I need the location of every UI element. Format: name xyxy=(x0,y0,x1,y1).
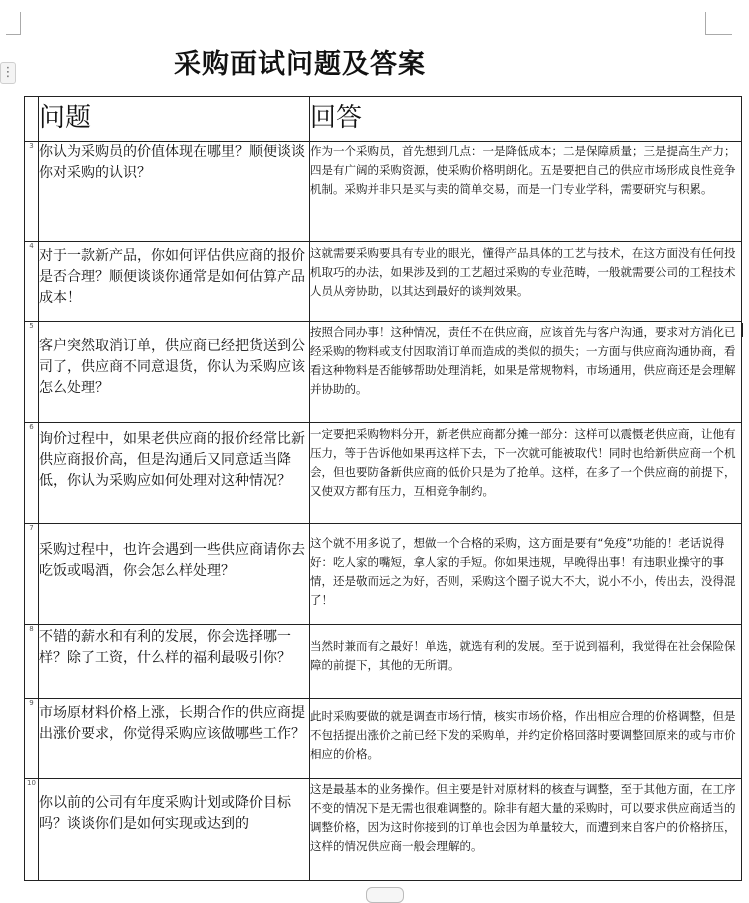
vertical-ellipsis-icon[interactable]: ⋮ xyxy=(0,62,16,84)
row-number: 5 xyxy=(25,322,39,423)
qa-table xyxy=(24,96,742,881)
table-row xyxy=(25,779,742,881)
page-break-tab[interactable] xyxy=(366,887,404,903)
row-number: 4 xyxy=(25,242,39,322)
row-number: 3 xyxy=(25,142,39,242)
question-cell: 询价过程中，如果老供应商的报价经常比新供应商报价高，但是沟通后又同意适当降低，你认为采购应如何处理对这种情况？ xyxy=(39,423,310,524)
answer-cell: 作为一个采购员，首先想到几点：一是降低成本；二是保障质量；三是提高生产力；四是有广阔的采购资源，使采购价格明朗化。五是要把自己的供应市场形成良性竞争机制。采购并非只是买与卖的简单交易，而是一门专业学科，需要研究与积累。 xyxy=(310,142,742,242)
row-number: 10 xyxy=(25,779,39,881)
crop-mark-top-right xyxy=(705,12,732,35)
table-row xyxy=(25,142,742,242)
table-row xyxy=(25,242,742,322)
table-row xyxy=(25,423,742,524)
answer-cell: 这就需要采购要具有专业的眼光，懂得产品具体的工艺与技术，在这方面没有任何投机取巧的办法，如果涉及到的工艺超过采购的专业范畴，一般就需要公司的工程技术人员从旁协助，以其达到最好的谈判效果。 xyxy=(310,242,742,322)
answer-cell: 按照合同办事！这种情况，责任不在供应商，应该首先与客户沟通，要求对方消化已经采购的物料或支付因取消订单而造成的类似的损失；一方面与供应商沟通协商，看看这种物料是否能够帮助处理消耗，如果是常规物料，市场通用，供应商还是会理解并协助的。 xyxy=(310,322,742,423)
header-question: 问题 xyxy=(39,97,310,142)
crop-mark-top-left xyxy=(6,12,21,35)
header-answer: 回答 xyxy=(310,97,742,142)
text-cursor-marker xyxy=(741,323,743,337)
question-cell: 对于一款新产品，你如何评估供应商的报价是否合理？顺便谈谈你通常是如何估算产品成本！ xyxy=(39,242,310,322)
question-cell: 采购过程中，也许会遇到一些供应商请你去吃饭或喝酒，你会怎么样处理？ xyxy=(39,524,310,625)
table-row xyxy=(25,322,742,423)
table-row xyxy=(25,524,742,625)
question-cell: 你以前的公司有年度采购计划或降价目标吗？谈谈你们是如何实现或达到的 xyxy=(39,779,310,881)
row-number: 9 xyxy=(25,699,39,779)
table-header-row xyxy=(25,97,742,142)
page-title: 采购面试问题及答案 xyxy=(174,49,426,80)
question-cell: 不错的薪水和有利的发展，你会选择哪一样？除了工资，什么样的福利最吸引你？ xyxy=(39,625,310,699)
answer-cell: 一定要把采购物料分开，新老供应商都分摊一部分：这样可以震慑老供应商，让他有压力，等于告诉他如果再这样下去，下一次就可能被取代！同时也给新供应商一个机会，但也要防备新供应商的低价只是为了抢单。这样，在多了一个供应商的前提下，又使双方都有压力，互相竞争制约。 xyxy=(310,423,742,524)
answer-cell: 这个就不用多说了，想做一个合格的采购，这方面是要有“免疫”功能的！老话说得好：吃人家的嘴短，拿人家的手短。你如果违规，早晚得出事！有违职业操守的事情，还是敬而远之为好，否则，采购这个圈子说大不大，说小不小，传出去，没得混了！ xyxy=(310,524,742,625)
answer-cell: 当然时兼而有之最好！单选，就选有利的发展。至于说到福利，我觉得在社会保险保障的前提下，其他的无所谓。 xyxy=(310,625,742,699)
table-row xyxy=(25,625,742,699)
answer-cell: 这是最基本的业务操作。但主要是针对原材料的核查与调整，至于其他方面，在工序不变的情况下是无需也很难调整的。除非有超大量的采购时，可以要求供应商适当的调整价格，因为这时你接到的订单也会因为单量较大，而遭到来自客户的价格挤压，这样的情况供应商一般会理解的。 xyxy=(310,779,742,881)
question-cell: 客户突然取消订单，供应商已经把货送到公司了，供应商不同意退货，你认为采购应该怎么处理？ xyxy=(39,322,310,423)
answer-cell: 此时采购要做的就是调查市场行情，核实市场价格，作出相应合理的价格调整，但是不包括提出涨价之前已经下发的采购单，并约定价格回落时要调整回原来的或与市价相应的价格。 xyxy=(310,699,742,779)
question-cell: 你认为采购员的价值体现在哪里？顺便谈谈你对采购的认识？ xyxy=(39,142,310,242)
table-row xyxy=(25,699,742,779)
question-cell: 市场原材料价格上涨，长期合作的供应商提出涨价要求，你觉得采购应该做哪些工作？ xyxy=(39,699,310,779)
header-num-cell xyxy=(25,97,39,142)
row-number: 7 xyxy=(25,524,39,625)
row-number: 8 xyxy=(25,625,39,699)
row-number: 6 xyxy=(25,423,39,524)
